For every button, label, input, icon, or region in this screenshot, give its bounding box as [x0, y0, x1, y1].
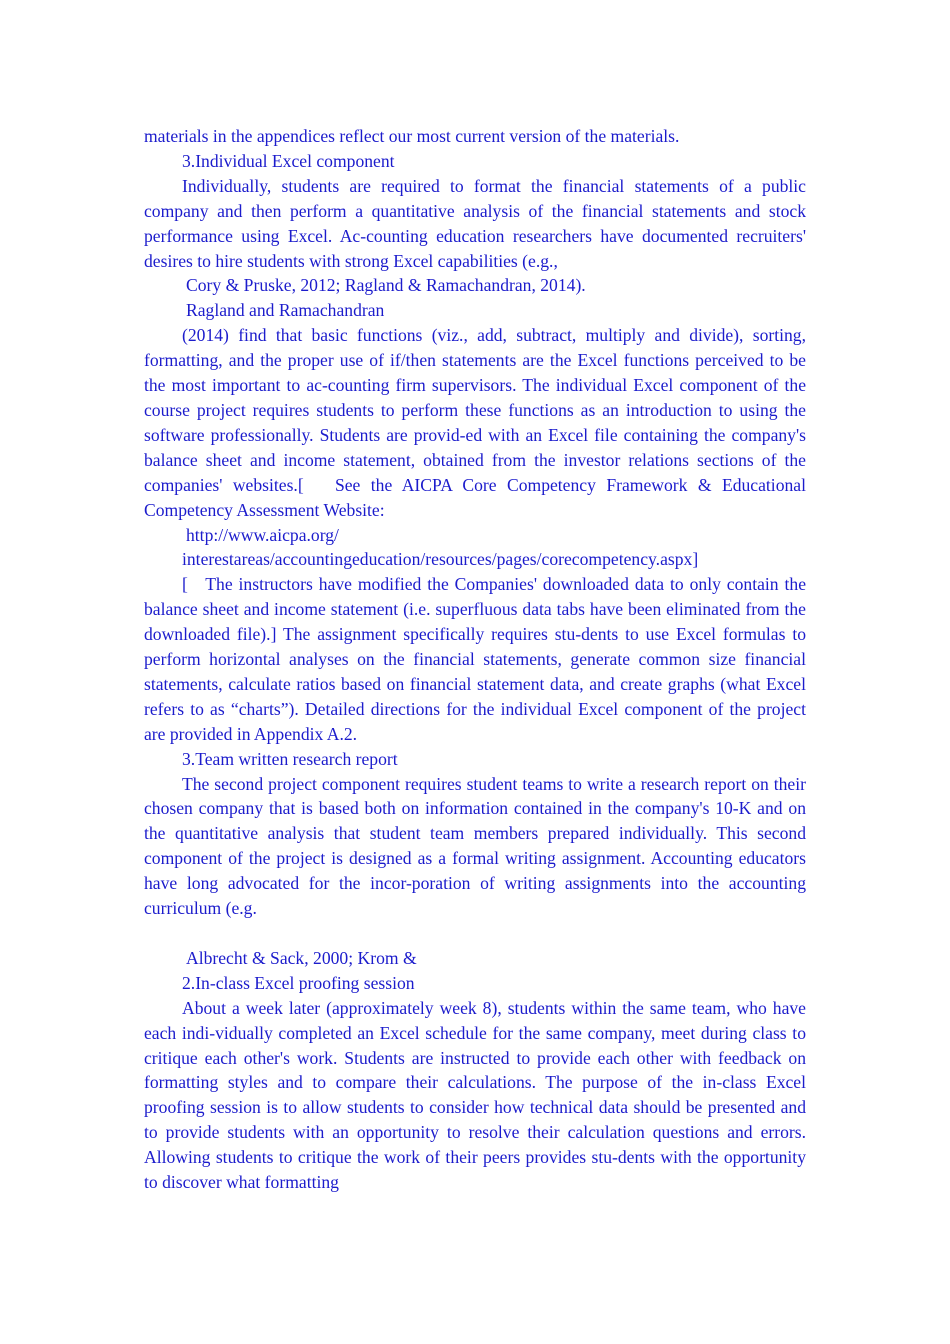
section-heading: 3.Team written research report [182, 748, 398, 769]
body-paragraph: Individually, students are required to format the financial statements of a public company and then perform a quantitative analysis of the financial statements and stock performance using Excel. Ac-counting education researchers have documented recruiters' desires to hire students with strong Excel capabilities (e.g., [144, 175, 806, 271]
url-line: interestareas/accountingeducation/resources/pages/corecompetency.aspx] [182, 549, 699, 570]
body-paragraph: (2014) find that basic functions (viz., add, subtract, multiply and divide), sorting, formatting, and the proper use of if/then statements are the Excel functions perceived to be the most important to ac-counting firm supervisors. The individual Excel component of the course project requires students to perform these functions as an introduction to using the software professionally. Students are provid-ed with an Excel file containing the company's balance sheet and income statement, obtained from the investor relations sections of the companies' websites.[ See the AICPA Core Competency Framework & Educational Competency Assessment Website: [144, 325, 806, 520]
document-body [144, 124, 806, 1195]
url-line: http://www.aicpa.org/ [186, 524, 339, 545]
section-heading: 3.Individual Excel component [182, 150, 395, 171]
blank-line [144, 921, 806, 946]
citation-line: Cory & Pruske, 2012; Ragland & Ramachandran, 2014). [186, 275, 586, 296]
body-paragraph: [ The instructors have modified the Companies' downloaded data to only contain the balance sheet and income statement (i.e. superfluous data tabs have been eliminated from the downloaded file).] The assignment specifically requires stu-dents to use Excel formulas to perform horizontal analyses on the financial statements, generate common size financial statements, calculate ratios based on financial statement data, and create graphs (what Excel refers to as “charts”). Detailed directions for the individual Excel component of the project are provided in Appendix A.2. [144, 574, 806, 744]
body-paragraph: The second project component requires student teams to write a research report on their chosen company that is based both on information contained in the company's 10-K and on the quantitative analysis that student team members prepared individually. This second component of the project is designed as a formal writing assignment. Accounting educators have long advocated for the incor-poration of writing assignments into the accounting curriculum (e.g. [144, 773, 806, 919]
body-paragraph: About a week later (approximately week 8), students within the same team, who have each indi-vidually completed an Excel schedule for the same company, meet during class to critique each other's work. Students are instructed to provide each other with feedback on formatting styles and to compare their calculations. The purpose of the in-class Excel proofing session is to allow students to consider how technical data should be presented and to provide students with an opportunity to resolve their calculation questions and errors. Allowing students to critique the work of their peers provides stu-dents with the opportunity to discover what formatting [144, 997, 806, 1193]
body-paragraph: materials in the appendices reflect our most current version of the materials. [144, 126, 680, 146]
citation-line: Albrecht & Sack, 2000; Krom & [186, 947, 417, 968]
citation-line: Ragland and Ramachandran [186, 300, 385, 321]
section-heading: 2.In-class Excel proofing session [182, 972, 415, 993]
